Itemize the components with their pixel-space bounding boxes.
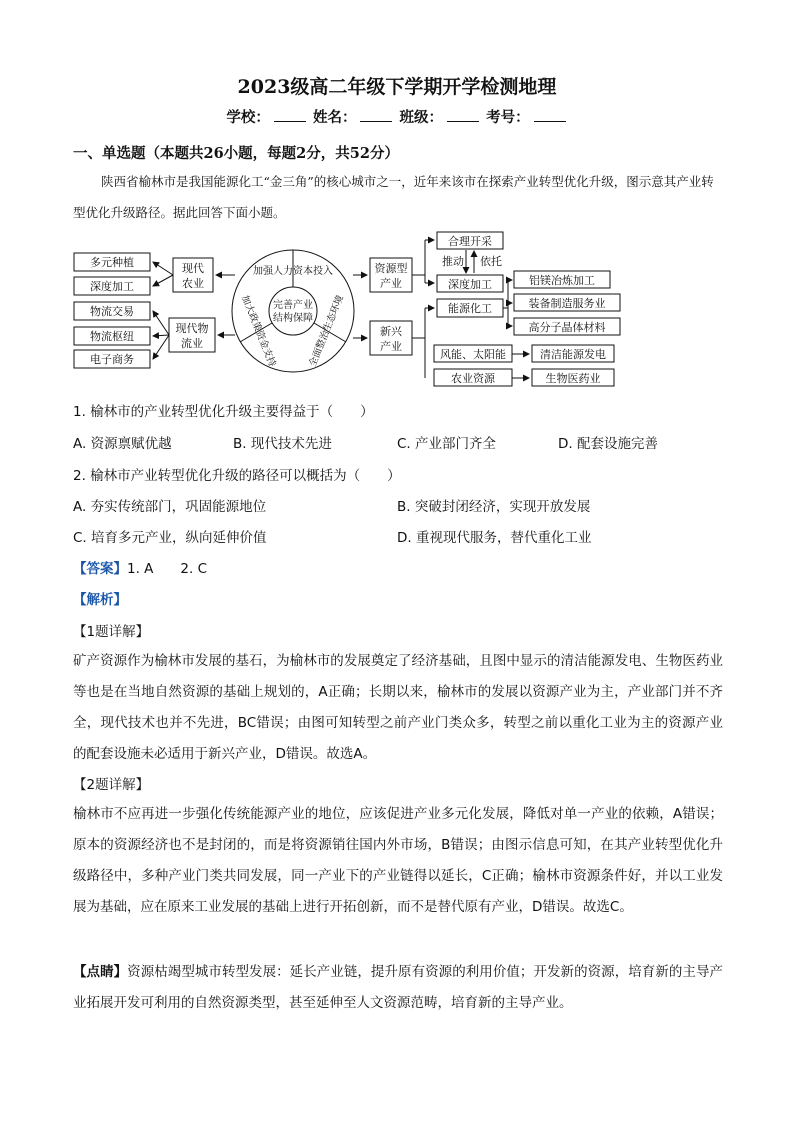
label-modern-logistics-2: 流业 [181, 337, 203, 350]
q1-option-d[interactable]: D. 配套设施完善 [558, 436, 658, 452]
answer-line [73, 557, 207, 577]
label-aluminum: 铝镁冶炼加工 [529, 274, 595, 287]
class-label: 班级： [399, 109, 444, 126]
label-emerging-2: 产业 [380, 340, 402, 353]
detail1-label: 【1题详解】 [73, 624, 150, 640]
detail2-text: 榆林市不应再进一步强化传统能源产业的地位，应该促进产业多元化发展，降低对单一产业的依赖，A错误；原本的资源经济也不是封闭的，而是将资源销往国内外市场，B错误；由图示信息可知，在其产业转型优化升级路径中，多种产业门类共同发展，同一产业下的产业链得以延长，C正确；榆林市资源条件好，并以工业发展为基础，应在原来工业发展的基础上进行开拓创新，而不是替代原有产业，D错误。故选C。 [73, 806, 723, 915]
label-ring-top: 加强人力资本投入 [253, 266, 333, 277]
exam-no-label: 考号： [486, 109, 530, 126]
label-center-1: 完善产业 [273, 300, 313, 311]
label-polymer: 高分子晶体材料 [528, 321, 606, 334]
label-logistics-hub: 物流枢纽 [90, 330, 134, 343]
q2-option-c[interactable]: C. 培育多元产业，纵向延伸价值 [73, 530, 267, 546]
label-modern-agri-2: 农业 [182, 277, 204, 290]
label-logistics-trade: 物流交易 [90, 305, 134, 318]
label-deep-processing-right: 深度加工 [448, 278, 492, 291]
name-label: 姓名： [312, 109, 357, 126]
answer-text: 1. A 2. C [127, 561, 208, 577]
tip-label: 【点睛】 [73, 964, 128, 980]
name-blank[interactable] [360, 109, 392, 122]
label-modern-logistics-1: 现代物 [175, 322, 209, 335]
school-blank[interactable] [274, 109, 306, 122]
section-title: 一、单选题（本题共26小题，每题2分，共52分） [73, 145, 399, 162]
label-emerging-1: 新兴 [380, 325, 402, 338]
label-biomedicine: 生物医药业 [545, 372, 601, 385]
q1-option-a[interactable]: A. 资源禀赋优越 [73, 436, 172, 452]
class-blank[interactable] [447, 109, 479, 122]
q2-option-a[interactable]: A. 夯实传统部门，巩固能源地位 [73, 499, 267, 515]
label-ring-right: 全面整治生态环境 [307, 293, 347, 369]
center-core [269, 287, 317, 335]
detail1-text: 矿产资源作为榆林市发展的基石，为榆林市的发展奠定了经济基础，且图中显示的清洁能源发电、生物医药业等也是在当地自然资源的基础上规划的，A正确；长期以来，榆林市的发展以资源产业为主，产业部门并不齐全，现代技术也并不先进，BC错误；由图可知转型之前产业门类众多，转型之前以重化工业为主的资源产业的配套设施未必适用于新兴产业，D错误。故选A。 [73, 653, 723, 762]
question-intro: 陕西省榆林市是我国能源化工“金三角”的核心城市之一，近年来该市在探索产业转型优化升级，图示意其产业转型优化升级路径。据此回答下面小题。 [73, 174, 714, 220]
q1-option-b[interactable]: B. 现代技术先进 [233, 436, 332, 452]
tip-text: 资源枯竭型城市转型发展：延长产业链，提升原有资源的利用价值；开发新的资源，培育新的主导产业拓展开发可利用的自然资源类型，甚至延伸至人文资源范畴，培育新的主导产业。 [73, 964, 724, 1011]
label-deep-processing-left: 深度加工 [90, 280, 134, 293]
label-resource-1: 资源型 [374, 262, 408, 275]
label-agri-resource: 农业资源 [451, 372, 495, 385]
label-reasonable-mining: 合理开采 [448, 235, 492, 248]
detail2-label: 【2题详解】 [73, 777, 150, 793]
analysis-label: 【解析】 [73, 592, 127, 608]
q2-option-d[interactable]: D. 重视现代服务，替代重化工业 [397, 530, 592, 546]
label-modern-agri-1: 现代 [182, 262, 204, 275]
q2-stem: 2. 榆林市产业转型优化升级的路径可以概括为（ ） [73, 468, 401, 484]
answer-label: 【答案】 [73, 561, 127, 577]
label-equipment: 装备制造服务业 [528, 297, 606, 310]
exam-no-blank[interactable] [534, 109, 566, 122]
label-depend: 依托 [480, 255, 502, 268]
label-wind-solar: 风能、太阳能 [440, 348, 506, 361]
student-info-line [0, 106, 794, 127]
label-resource-2: 产业 [380, 277, 402, 290]
q1-stem: 1. 榆林市的产业转型优化升级主要得益于（ ） [73, 404, 374, 420]
q1-option-c[interactable]: C. 产业部门齐全 [397, 436, 497, 452]
label-center-2: 结构保障 [273, 313, 313, 324]
label-push: 推动 [442, 255, 464, 268]
tip-paragraph [73, 957, 723, 1019]
label-diverse-planting: 多元种植 [90, 256, 134, 269]
school-label: 学校： [226, 109, 270, 126]
label-ring-left: 加大政策资金支持 [238, 293, 278, 369]
page-title: 2023级高二年级下学期开学检测地理 [237, 76, 557, 98]
industry-path-diagram [70, 228, 630, 394]
label-clean-power: 清洁能源发电 [540, 348, 606, 361]
label-ecommerce: 电子商务 [90, 353, 134, 366]
q2-option-b[interactable]: B. 突破封闭经济，实现开放发展 [397, 499, 591, 515]
label-energy-chemical: 能源化工 [448, 302, 492, 315]
